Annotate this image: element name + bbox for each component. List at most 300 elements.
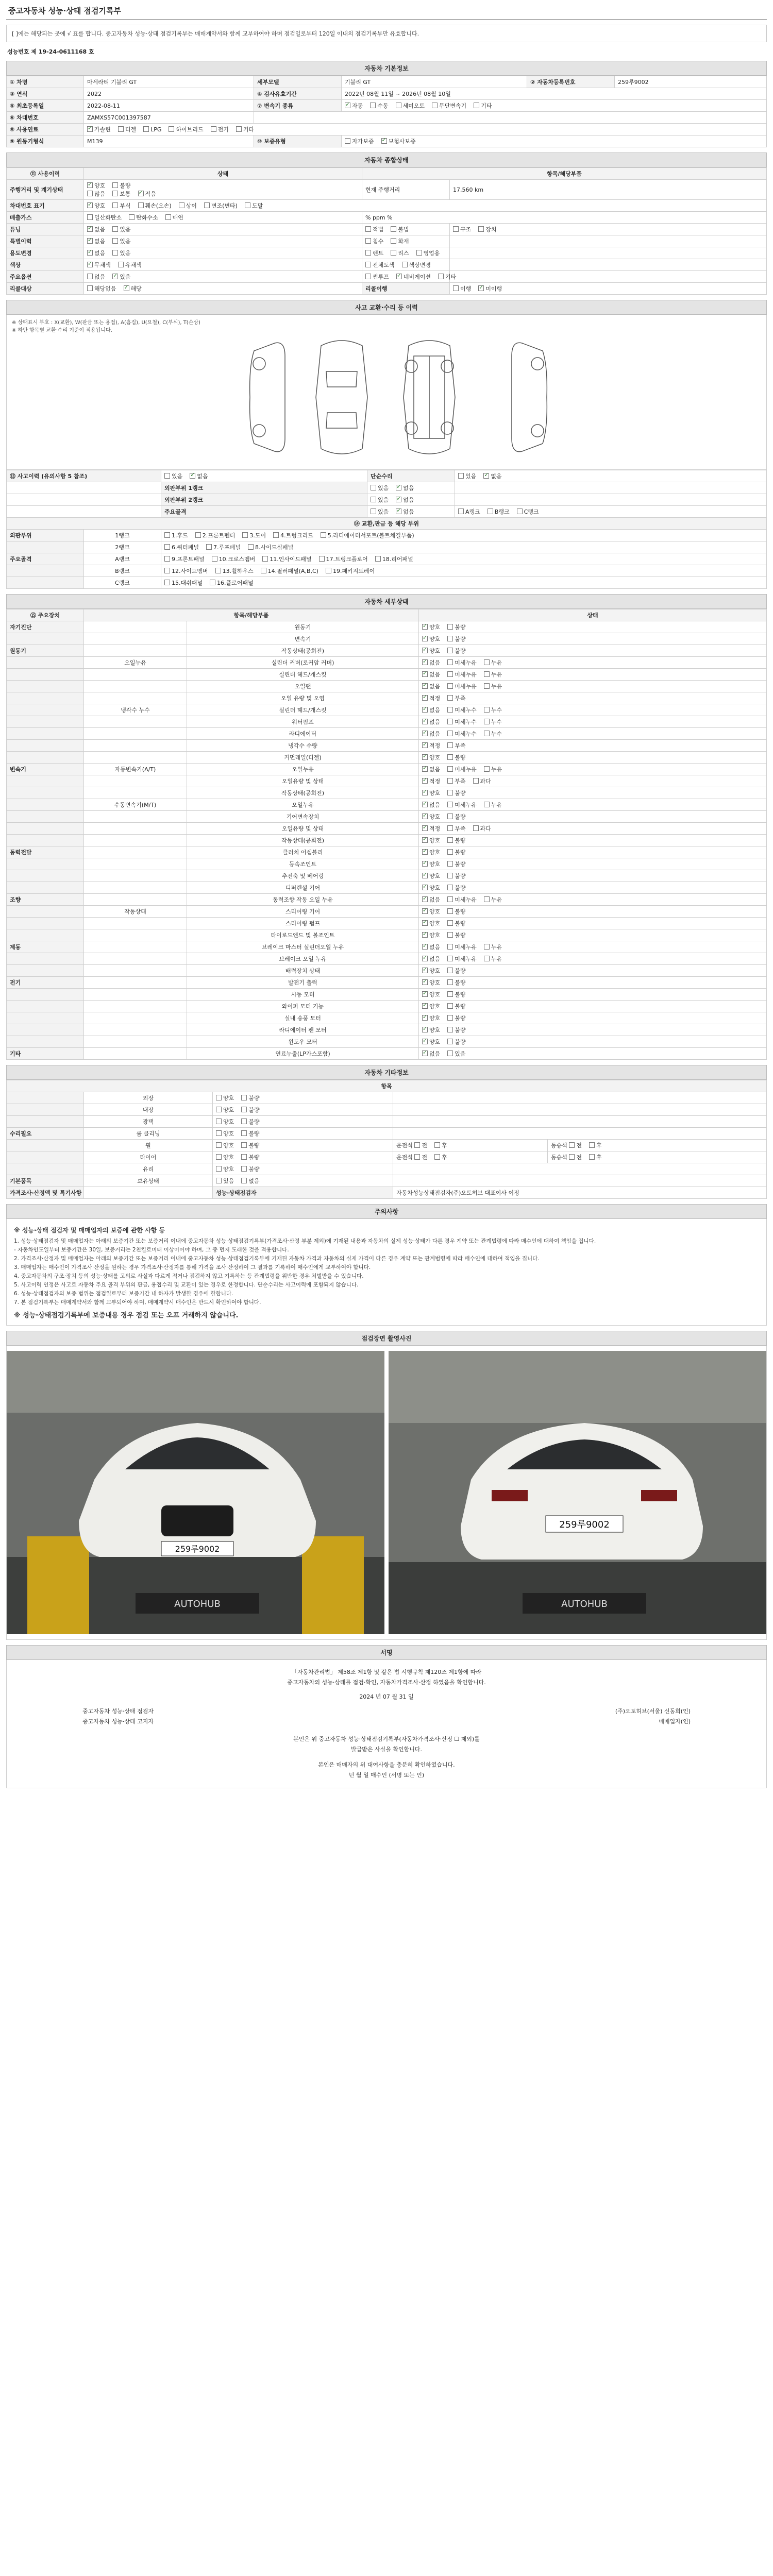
checkbox-icon[interactable] [236,126,242,132]
checkbox-icon[interactable] [473,778,479,784]
checkbox-icon[interactable] [447,754,453,760]
checkbox-icon[interactable] [484,707,490,713]
checkbox-option[interactable]: 화재 [391,237,409,245]
checkbox-icon[interactable] [365,250,371,256]
checkbox-icon[interactable] [87,214,93,220]
checkbox-icon[interactable] [422,979,428,985]
checkbox-option[interactable]: 후 [434,1153,447,1161]
checkbox-icon[interactable] [365,238,371,244]
checkbox-icon[interactable] [484,802,490,807]
checkbox-icon[interactable] [381,138,387,144]
checkbox-option[interactable]: 불량 [241,1117,259,1126]
checkbox-option[interactable]: 있음 [112,249,130,257]
checkbox-icon[interactable] [241,1142,247,1148]
checkbox-icon[interactable] [422,944,428,950]
checkbox-option[interactable]: ✓ 미이행 [478,284,502,293]
checkbox-option[interactable]: 불량 [241,1106,259,1114]
checkbox-icon[interactable] [422,814,428,819]
checkbox-icon[interactable] [371,497,376,502]
checkbox-icon[interactable] [422,707,428,713]
checkbox-option[interactable]: 부족 [447,824,465,833]
checkbox-icon[interactable] [422,991,428,997]
checkbox-icon[interactable] [241,1154,247,1160]
checkbox-icon[interactable] [447,908,453,914]
checkbox-icon[interactable] [447,991,453,997]
checkbox-icon[interactable] [164,556,170,562]
checkbox-option[interactable]: 있음 [216,1177,234,1185]
checkbox-option[interactable]: 불량 [447,978,465,987]
checkbox-option[interactable]: 누유 [484,682,502,690]
checkbox-icon[interactable] [365,226,371,232]
checkbox-icon[interactable] [422,742,428,748]
checkbox-icon[interactable] [87,126,93,132]
checkbox-icon[interactable] [216,1178,222,1183]
checkbox-icon[interactable] [478,226,484,232]
checkbox-option[interactable]: 기타 [474,101,492,110]
checkbox-icon[interactable] [478,285,484,291]
checkbox-option[interactable]: 12.사이드멤버 [164,567,208,575]
checkbox-icon[interactable] [422,920,428,926]
checkbox-option[interactable]: 있음 [164,472,182,480]
checkbox-icon[interactable] [164,532,170,538]
checkbox-option[interactable]: ✓ 양호 [422,931,440,939]
checkbox-icon[interactable] [447,956,453,961]
checkbox-icon[interactable] [447,624,453,630]
checkbox-icon[interactable] [87,191,93,196]
checkbox-icon[interactable] [87,202,93,208]
checkbox-option[interactable]: 누유 [484,943,502,951]
checkbox-option[interactable]: ✓ 없음 [422,718,440,726]
checkbox-option[interactable]: ✓ 없음 [422,706,440,714]
checkbox-option[interactable]: ✓ 무채색 [87,261,111,269]
checkbox-option[interactable]: ✓ 없음 [422,895,440,904]
checkbox-icon[interactable] [483,473,489,479]
checkbox-icon[interactable] [484,956,490,961]
checkbox-option[interactable]: ✓ 네비게이션 [396,273,431,281]
checkbox-option[interactable]: 구조 [453,225,471,233]
checkbox-option[interactable]: 전 [569,1141,582,1149]
checkbox-icon[interactable] [210,580,215,585]
checkbox-icon[interactable] [319,556,325,562]
checkbox-option[interactable]: 미세누유 [447,670,477,679]
checkbox-option[interactable]: 유채색 [118,261,142,269]
checkbox-option[interactable]: 누유 [484,658,502,667]
checkbox-option[interactable]: 누수 [484,718,502,726]
checkbox-icon[interactable] [432,103,438,108]
checkbox-option[interactable]: ✓ 가솔린 [87,125,111,133]
checkbox-icon[interactable] [447,636,453,641]
checkbox-option[interactable]: 전 [414,1141,427,1149]
checkbox-option[interactable]: ✓ 없음 [396,507,414,516]
checkbox-option[interactable]: ✓ 보험사보증 [381,137,416,145]
checkbox-option[interactable]: 부족 [447,777,465,785]
checkbox-icon[interactable] [164,568,170,573]
checkbox-icon[interactable] [391,226,396,232]
checkbox-icon[interactable] [447,873,453,878]
checkbox-option[interactable]: ✓ 양호 [422,1038,440,1046]
checkbox-option[interactable]: C랭크 [517,507,539,516]
checkbox-option[interactable]: 부족 [447,694,465,702]
checkbox-icon[interactable] [87,250,93,256]
checkbox-icon[interactable] [422,932,428,938]
checkbox-icon[interactable] [87,226,93,232]
checkbox-option[interactable]: A랭크 [458,507,480,516]
checkbox-option[interactable]: 무단변속기 [432,101,466,110]
checkbox-icon[interactable] [422,837,428,843]
checkbox-option[interactable]: ✓ 양호 [422,753,440,761]
checkbox-option[interactable]: 미세누수 [447,706,477,714]
checkbox-icon[interactable] [447,814,453,819]
checkbox-icon[interactable] [164,544,170,550]
checkbox-icon[interactable] [241,1178,247,1183]
checkbox-option[interactable]: 있음 [447,1049,465,1058]
checkbox-option[interactable]: 기타 [438,273,456,281]
checkbox-option[interactable]: ✓ 양호 [422,872,440,880]
checkbox-icon[interactable] [273,532,279,538]
checkbox-option[interactable]: 부식 [112,201,130,210]
checkbox-icon[interactable] [458,473,464,479]
checkbox-option[interactable]: 불량 [447,967,465,975]
checkbox-icon[interactable] [422,624,428,630]
checkbox-icon[interactable] [422,731,428,736]
checkbox-icon[interactable] [484,766,490,772]
checkbox-option[interactable]: 불량 [447,919,465,927]
checkbox-option[interactable]: ✓ 없음 [396,496,414,504]
checkbox-option[interactable]: 렌트 [365,249,383,257]
checkbox-option[interactable]: 불량 [447,1002,465,1010]
checkbox-icon[interactable] [422,873,428,878]
checkbox-option[interactable]: 양호 [216,1117,234,1126]
checkbox-option[interactable]: ✓ 있음 [112,273,130,281]
checkbox-option[interactable]: 디젤 [118,125,136,133]
checkbox-option[interactable]: 10.크로스멤버 [212,555,256,563]
checkbox-icon[interactable] [118,262,124,267]
checkbox-icon[interactable] [321,532,326,538]
checkbox-icon[interactable] [241,1118,247,1124]
checkbox-option[interactable]: 적법 [365,225,383,233]
checkbox-icon[interactable] [112,238,118,244]
checkbox-option[interactable]: 불량 [447,931,465,939]
checkbox-option[interactable]: 보통 [112,190,130,198]
checkbox-option[interactable]: ✓ 없음 [422,943,440,951]
checkbox-option[interactable]: 누유 [484,670,502,679]
checkbox-option[interactable]: 과다 [473,824,491,833]
checkbox-option[interactable]: 2.프론트펜더 [195,531,236,539]
checkbox-option[interactable]: 불량 [447,860,465,868]
checkbox-icon[interactable] [447,979,453,985]
checkbox-icon[interactable] [143,126,149,132]
checkbox-option[interactable]: 불량 [447,1014,465,1022]
checkbox-icon[interactable] [195,532,201,538]
checkbox-icon[interactable] [242,532,248,538]
checkbox-icon[interactable] [365,262,371,267]
checkbox-icon[interactable] [216,1118,222,1124]
checkbox-icon[interactable] [447,766,453,772]
checkbox-option[interactable]: 미세누유 [447,895,477,904]
checkbox-icon[interactable] [396,509,401,514]
checkbox-icon[interactable] [422,908,428,914]
checkbox-icon[interactable] [138,202,144,208]
checkbox-option[interactable]: 훼손(오손) [138,201,172,210]
checkbox-option[interactable]: 양호 [216,1153,234,1161]
checkbox-icon[interactable] [422,719,428,724]
checkbox-icon[interactable] [215,568,221,573]
checkbox-option[interactable]: ✓ 양호 [422,836,440,844]
checkbox-icon[interactable] [371,509,376,514]
checkbox-option[interactable]: 누유 [484,955,502,963]
checkbox-option[interactable]: ✓ 없음 [422,658,440,667]
checkbox-icon[interactable] [112,226,118,232]
checkbox-icon[interactable] [422,802,428,807]
checkbox-icon[interactable] [447,802,453,807]
checkbox-icon[interactable] [216,1130,222,1136]
checkbox-option[interactable]: 불량 [447,1026,465,1034]
checkbox-icon[interactable] [447,719,453,724]
checkbox-icon[interactable] [484,659,490,665]
checkbox-icon[interactable] [447,695,453,701]
checkbox-icon[interactable] [422,1015,428,1021]
checkbox-option[interactable]: 누유 [484,801,502,809]
checkbox-icon[interactable] [484,896,490,902]
checkbox-option[interactable]: 불량 [447,884,465,892]
checkbox-icon[interactable] [484,683,490,689]
checkbox-icon[interactable] [118,126,124,132]
checkbox-icon[interactable] [370,103,376,108]
checkbox-icon[interactable] [345,103,350,108]
checkbox-icon[interactable] [517,509,523,514]
checkbox-icon[interactable] [169,126,174,132]
checkbox-option[interactable]: ✓ 없음 [396,484,414,492]
checkbox-option[interactable]: 전기 [211,125,229,133]
checkbox-icon[interactable] [484,671,490,677]
checkbox-icon[interactable] [345,138,350,144]
checkbox-option[interactable]: 상이 [179,201,197,210]
checkbox-icon[interactable] [112,182,118,188]
checkbox-option[interactable]: 없음 [87,273,105,281]
checkbox-icon[interactable] [453,285,459,291]
checkbox-option[interactable]: 있음 [371,507,389,516]
checkbox-option[interactable]: 불량 [241,1094,259,1102]
checkbox-icon[interactable] [216,1154,222,1160]
checkbox-icon[interactable] [216,1107,222,1112]
checkbox-icon[interactable] [422,849,428,855]
checkbox-option[interactable]: ✓ 없음 [87,237,105,245]
checkbox-icon[interactable] [365,274,371,279]
checkbox-icon[interactable] [422,896,428,902]
checkbox-option[interactable]: 양호 [216,1141,234,1149]
checkbox-option[interactable]: 불량 [241,1153,259,1161]
checkbox-icon[interactable] [434,1154,440,1160]
checkbox-option[interactable]: ✓ 양호 [422,647,440,655]
checkbox-icon[interactable] [447,778,453,784]
checkbox-option[interactable]: 누유 [484,895,502,904]
checkbox-option[interactable]: 미세누수 [447,730,477,738]
checkbox-icon[interactable] [416,250,422,256]
checkbox-option[interactable]: 불량 [447,812,465,821]
checkbox-icon[interactable] [569,1142,575,1148]
checkbox-option[interactable]: ✓ 양호 [422,623,440,631]
checkbox-option[interactable]: 장치 [478,225,496,233]
checkbox-option[interactable]: 6.쿼터패널 [164,543,199,551]
checkbox-icon[interactable] [414,1154,420,1160]
checkbox-option[interactable]: 있음 [112,237,130,245]
checkbox-option[interactable]: 썬루프 [365,273,389,281]
checkbox-option[interactable]: 불량 [447,789,465,797]
checkbox-icon[interactable] [447,944,453,950]
checkbox-option[interactable]: 불량 [447,872,465,880]
checkbox-icon[interactable] [391,238,396,244]
checkbox-icon[interactable] [447,648,453,653]
checkbox-option[interactable]: 7.루프패널 [206,543,241,551]
checkbox-option[interactable]: 일산화탄소 [87,213,122,222]
checkbox-option[interactable]: 미세누유 [447,943,477,951]
checkbox-icon[interactable] [447,683,453,689]
checkbox-icon[interactable] [216,1166,222,1172]
checkbox-icon[interactable] [87,274,93,279]
checkbox-option[interactable]: 13.휠하우스 [215,567,254,575]
checkbox-option[interactable]: 탄화수소 [129,213,158,222]
checkbox-icon[interactable] [447,671,453,677]
checkbox-option[interactable]: 전 [569,1153,582,1161]
checkbox-icon[interactable] [241,1166,247,1172]
checkbox-icon[interactable] [112,202,118,208]
checkbox-option[interactable]: ✓ 적정 [422,824,440,833]
checkbox-option[interactable]: ✓ 양호 [422,812,440,821]
checkbox-icon[interactable] [375,556,381,562]
buyer-signature-field[interactable]: 년 월 일 매수인 (서명 또는 인) [348,1772,425,1778]
checkbox-icon[interactable] [447,731,453,736]
checkbox-option[interactable]: 리스 [391,249,409,257]
checkbox-option[interactable]: 불량 [241,1141,259,1149]
checkbox-icon[interactable] [474,103,479,108]
checkbox-option[interactable]: ✓ 없음 [422,730,440,738]
checkbox-icon[interactable] [569,1154,575,1160]
checkbox-option[interactable]: 누수 [484,706,502,714]
checkbox-option[interactable]: 3.도어 [242,531,266,539]
checkbox-option[interactable]: 양호 [216,1129,234,1138]
checkbox-option[interactable]: 침수 [365,237,383,245]
checkbox-icon[interactable] [422,956,428,961]
checkbox-option[interactable]: ✓ 적정 [422,777,440,785]
checkbox-option[interactable]: 영업용 [416,249,440,257]
checkbox-icon[interactable] [87,182,93,188]
checkbox-icon[interactable] [422,766,428,772]
checkbox-icon[interactable] [422,648,428,653]
checkbox-option[interactable]: 있음 [371,484,389,492]
checkbox-option[interactable]: ✓ 적정 [422,741,440,750]
checkbox-option[interactable]: ✓ 양호 [422,884,440,892]
checkbox-option[interactable]: 색상변경 [402,261,431,269]
checkbox-icon[interactable] [434,1142,440,1148]
checkbox-option[interactable]: 수동 [370,101,388,110]
checkbox-icon[interactable] [422,636,428,641]
checkbox-icon[interactable] [248,544,254,550]
checkbox-icon[interactable] [164,473,170,479]
checkbox-icon[interactable] [447,968,453,973]
checkbox-icon[interactable] [422,671,428,677]
checkbox-icon[interactable] [164,580,170,585]
checkbox-icon[interactable] [241,1107,247,1112]
checkbox-icon[interactable] [447,920,453,926]
checkbox-option[interactable]: 있음 [112,225,130,233]
checkbox-option[interactable]: 자가보증 [345,137,374,145]
checkbox-option[interactable]: 누수 [484,730,502,738]
checkbox-icon[interactable] [447,1027,453,1032]
checkbox-icon[interactable] [396,103,401,108]
checkbox-icon[interactable] [124,285,129,291]
checkbox-icon[interactable] [212,556,217,562]
checkbox-icon[interactable] [484,719,490,724]
checkbox-icon[interactable] [422,778,428,784]
checkbox-icon[interactable] [453,226,459,232]
checkbox-icon[interactable] [391,250,396,256]
checkbox-option[interactable]: 미세누유 [447,765,477,773]
checkbox-option[interactable]: 과다 [473,777,491,785]
checkbox-icon[interactable] [204,202,210,208]
checkbox-option[interactable]: ✓ 없음 [422,801,440,809]
checkbox-icon[interactable] [396,497,401,502]
checkbox-option[interactable]: LPG [143,126,161,133]
checkbox-option[interactable]: 해당없음 [87,284,116,293]
checkbox-option[interactable]: 불량 [447,836,465,844]
checkbox-option[interactable]: ✓ 양호 [422,907,440,916]
checkbox-icon[interactable] [447,849,453,855]
checkbox-option[interactable]: 미세누유 [447,801,477,809]
checkbox-icon[interactable] [447,742,453,748]
checkbox-option[interactable]: 하이브리드 [169,125,203,133]
checkbox-icon[interactable] [402,262,408,267]
checkbox-option[interactable]: 5.라디에이터서포트(볼트체결부품) [321,531,414,539]
checkbox-option[interactable]: 전체도색 [365,261,395,269]
checkbox-option[interactable]: 불량 [447,635,465,643]
checkbox-option[interactable]: 불량 [447,1038,465,1046]
checkbox-icon[interactable] [422,885,428,890]
checkbox-option[interactable]: 없음 [241,1177,259,1185]
checkbox-icon[interactable] [447,790,453,795]
checkbox-icon[interactable] [262,556,268,562]
checkbox-option[interactable]: 변조(변타) [204,201,238,210]
checkbox-icon[interactable] [414,1142,420,1148]
checkbox-icon[interactable] [112,274,118,279]
checkbox-option[interactable]: ✓ 양호 [422,848,440,856]
checkbox-option[interactable]: ✓ 해당 [124,284,142,293]
checkbox-option[interactable]: ✓ 없음 [422,670,440,679]
checkbox-option[interactable]: ✓ 없음 [87,249,105,257]
checkbox-option[interactable]: 양호 [216,1094,234,1102]
checkbox-option[interactable]: 이행 [453,284,471,293]
checkbox-option[interactable]: 불량 [447,623,465,631]
checkbox-icon[interactable] [458,509,464,514]
checkbox-option[interactable]: 15.대쉬패널 [164,579,203,587]
checkbox-option[interactable]: 있음 [371,496,389,504]
checkbox-option[interactable]: ✓ 적음 [138,190,156,198]
checkbox-option[interactable]: ✓ 양호 [422,860,440,868]
checkbox-option[interactable]: 양호 [216,1106,234,1114]
checkbox-option[interactable]: ✓ 없음 [190,472,208,480]
checkbox-icon[interactable] [138,191,144,196]
checkbox-option[interactable]: ✓ 양호 [422,919,440,927]
checkbox-icon[interactable] [87,262,93,267]
checkbox-option[interactable]: 11.인사이드패널 [262,555,311,563]
checkbox-option[interactable]: ✓ 양호 [422,978,440,987]
checkbox-icon[interactable] [447,659,453,665]
checkbox-option[interactable]: ✓ 없음 [422,1049,440,1058]
checkbox-icon[interactable] [216,1095,222,1100]
checkbox-option[interactable]: 1.후드 [164,531,188,539]
checkbox-icon[interactable] [261,568,266,573]
checkbox-icon[interactable] [112,191,118,196]
checkbox-option[interactable]: ✓ 양호 [422,635,440,643]
